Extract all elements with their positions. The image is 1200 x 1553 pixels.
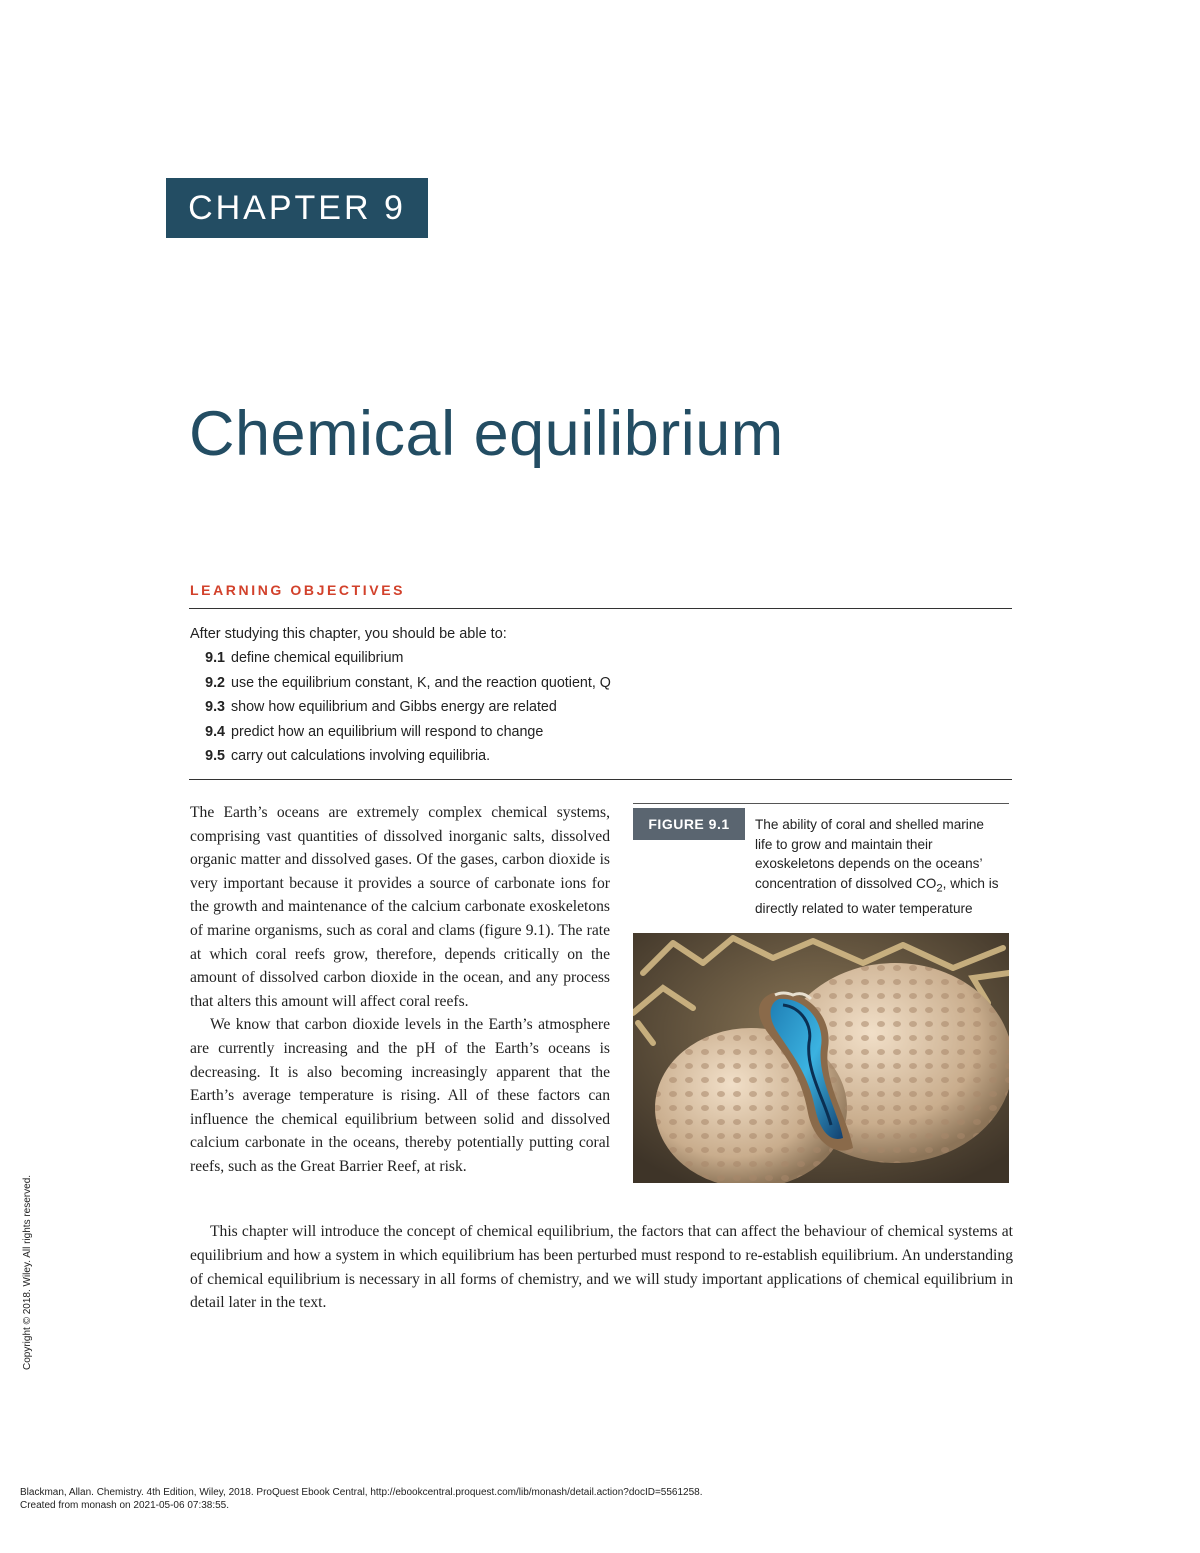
objective-text: predict how an equilibrium will respond to change <box>231 723 544 740</box>
body-full-width <box>190 1220 1013 1315</box>
bottom-divider <box>189 779 1012 780</box>
chapter-title: Chemical equilibrium <box>189 399 784 469</box>
figure-caption-text: The ability of coral and shelled marine life to grow and maintain their exoskeletons depends on the oceans’ concentration of dissolved CO <box>755 817 984 891</box>
figure-label <box>633 808 745 840</box>
learning-objectives-intro: After studying this chapter, you should be able to: <box>190 626 507 642</box>
objective-number: 9.1 <box>205 650 225 666</box>
copyright-notice: Copyright © 2018. Wiley. All rights reserved. <box>22 1174 33 1370</box>
objective-text: carry out calculations involving equilibria. <box>231 748 491 764</box>
objective-number: 9.4 <box>205 723 225 740</box>
top-divider <box>189 608 1012 609</box>
objective-number: 9.3 <box>205 699 225 715</box>
body-paragraph-1: The Earth’s oceans are extremely complex chemical systems, comprising vast quantities of dissolved inorganic salts, dissolved organic matter and dissolved gases. Of the gases, carbon dioxide is very important because it provides a source of carbonate ions for the growth and maintenance of the calcium carbonate exoskeletons of marine organisms, such as coral and clams (figure 9.1). The rate at which coral reefs grow, therefore, depends critically on the amount of dissolved carbon dioxide in the ocean, and any process that alters this amount will affect coral reefs. <box>190 804 610 1010</box>
chapter-label <box>166 178 428 238</box>
figure-caption <box>755 815 1005 918</box>
objective-text: define chemical equilibrium <box>231 650 404 666</box>
objective-number: 9.5 <box>205 748 225 764</box>
figure-caption-subscript: 2 <box>936 882 943 895</box>
objective-text: show how equilibrium and Gibbs energy are related <box>231 699 557 715</box>
created-line: Created from monash on 2021-05-06 07:38:55. <box>20 1500 230 1511</box>
objective-text: use the equilibrium constant, K, and the reaction quotient, Q <box>231 674 611 691</box>
figure-caption-text-end: , which is directly related to water temperature <box>755 875 999 916</box>
objective-item <box>190 699 611 724</box>
objective-item <box>190 748 611 773</box>
coral-clam-photo <box>633 933 1009 1183</box>
chapter-label-text: CHAPTER 9 <box>188 188 406 227</box>
objective-number: 9.2 <box>205 674 225 691</box>
body-paragraph-3: This chapter will introduce the concept of chemical equilibrium, the factors that can affect the behaviour of chemical systems at equilibrium and how a system in which equilibrium has been perturbed must respond to re-establish equilibrium. An understanding of chemical equilibrium is necessary in all forms of chemistry, and we will study important applications of chemical equilibrium in detail later in the text. <box>190 1223 1013 1312</box>
figure-label-text: FIGURE 9.1 <box>648 816 730 832</box>
learning-objectives-list <box>190 650 611 773</box>
objective-item <box>190 650 611 675</box>
learning-objectives-heading: LEARNING OBJECTIVES <box>190 582 406 598</box>
citation-footer <box>20 1486 703 1512</box>
objective-item <box>190 675 611 700</box>
objective-item <box>190 724 611 749</box>
figure-divider <box>633 803 1009 804</box>
body-paragraph-2: We know that carbon dioxide levels in the Earth’s atmosphere are currently increasing and the pH of the Earth’s oceans is decreasing. It is also becoming increasingly apparent that the Earth’s average temperature is rising. All of these factors can influence the chemical equilibrium between solid and dissolved calcium carbonate in the oceans, thereby potentially putting coral reefs, such as the Great Barrier Reef, at risk. <box>190 1016 610 1175</box>
citation-line: Blackman, Allan. Chemistry. 4th Edition, Wiley, 2018. ProQuest Ebook Central, http://ebookcentral.proquest.com/lib/monash/detail.action?docID=5561258. <box>20 1487 703 1498</box>
body-column <box>190 801 610 1179</box>
